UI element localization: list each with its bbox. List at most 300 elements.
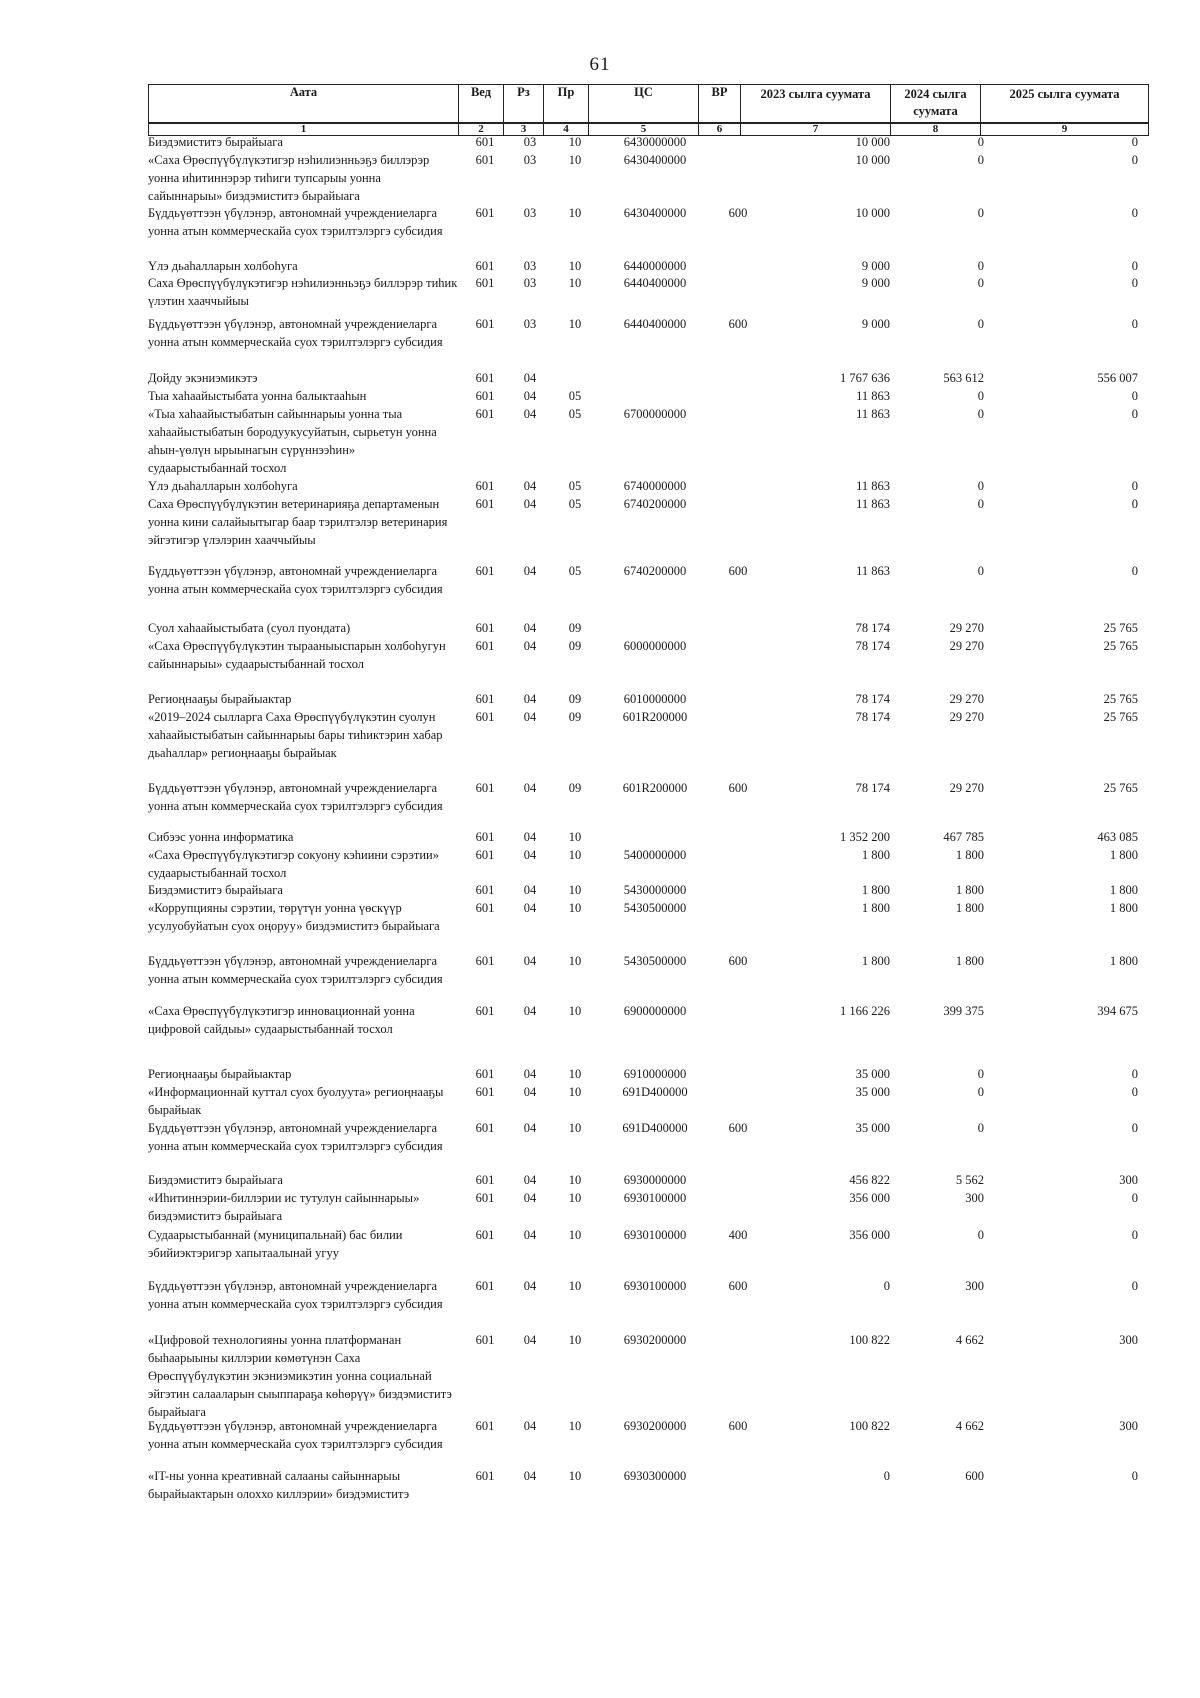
cell-pr: 10 [568,954,582,968]
cell-ved: 601 [475,497,495,511]
cell-year-2024: 0 [977,497,984,511]
cell-pr: 10 [568,1173,582,1187]
cell-cs: 6930200000 [623,1333,687,1347]
cell-vr: 600 [728,1419,748,1433]
cell-rz: 04 [523,564,537,578]
cell-cs: 6430400000 [623,153,687,167]
cell-pr: 05 [568,497,582,511]
cell-year-2024: 4 662 [955,1333,984,1347]
cell-pr: 10 [568,1419,582,1433]
cell-year-2023: 11 863 [856,407,890,421]
cell-year-2024: 1 800 [955,848,984,862]
cell-rz: 04 [523,1191,537,1205]
cell-name: Бүддьүөттээн үбүлэнэр, автономнай учреждениеларга уонна атын коммерческайа суох тэрилтэлэргэ субсидия [148,954,443,986]
cell-year-2025: 0 [1131,1228,1138,1242]
cell-cs: 5430000000 [623,883,687,897]
cell-year-2025: 1 800 [1109,848,1138,862]
cell-cs: 6440000000 [623,259,687,273]
cell-ved: 601 [475,901,495,915]
cell-pr: 10 [568,1469,582,1483]
cell-year-2025: 0 [1131,1085,1138,1099]
cell-rz: 04 [523,371,537,385]
cell-cs: 5430500000 [623,901,687,915]
cell-year-2023: 1 800 [861,954,890,968]
cell-name: Бүддьүөттээн үбүлэнэр, автономнай учреждениеларга уонна атын коммерческайа суох тэрилтэлэргэ субсидия [148,206,443,238]
cell-rz: 04 [523,781,537,795]
cell-pr: 10 [568,901,582,915]
cell-year-2024: 0 [977,206,984,220]
cell-rz: 04 [523,1121,537,1135]
cell-name: Дойду экэниэмикэтэ [148,371,258,385]
header-2024: 2024 сылга суумата [891,85,981,124]
cell-year-2024: 0 [977,389,984,403]
cell-name: «Коррупцияны сэрэтии, төрүтүн уонна үөскүүр усулуобуйатын суох оңоруу» биэдэмиститэ бырайыага [148,901,440,933]
cell-year-2025: 0 [1131,276,1138,290]
cell-cs: 601R200000 [622,781,688,795]
cell-cs: 5430500000 [623,954,687,968]
cell-year-2023: 9 000 [861,276,890,290]
cell-rz: 04 [523,1333,537,1347]
cell-name: Бүддьүөттээн үбүлэнэр, автономнай учреждениеларга уонна атын коммерческайа суох тэрилтэлэргэ субсидия [148,317,443,349]
cell-ved: 601 [475,1085,495,1099]
cell-year-2025: 556 007 [1097,371,1138,385]
cell-year-2023: 10 000 [855,135,890,149]
cell-name: «Информационнай куттал суох буолуута» региоңнааҕы бырайыак [148,1085,444,1117]
cell-vr: 600 [728,206,748,220]
cell-year-2024: 0 [977,479,984,493]
cell-pr: 10 [568,1191,582,1205]
cell-name: Бүддьүөттээн үбүлэнэр, автономнай учреждениеларга уонна атын коммерческайа суох тэрилтэлэргэ субсидия [148,1279,443,1311]
cell-pr: 10 [568,1085,582,1099]
cell-ved: 601 [475,153,495,167]
cell-cs: 6930100000 [623,1191,687,1205]
cell-year-2023: 1 166 226 [840,1004,890,1018]
cell-year-2025: 0 [1131,1067,1138,1081]
cell-year-2024: 0 [977,407,984,421]
cell-name: Сибээс уонна информатика [148,830,294,844]
cell-ved: 601 [475,259,495,273]
cell-rz: 04 [523,1085,537,1099]
cell-vr: 400 [728,1228,748,1242]
cell-rz: 03 [523,317,537,331]
cell-year-2024: 600 [965,1469,984,1483]
cell-name: Үлэ дьаһалларын холбоһуга [148,259,298,273]
cell-name: Судаарыстыбаннай (муниципальнай) бас билии эбийиэктэригэр хапытаалынай угуу [148,1228,403,1260]
cell-rz: 04 [523,1228,537,1242]
cell-year-2024: 0 [977,153,984,167]
cell-year-2023: 1 800 [861,883,890,897]
cell-year-2023: 1 352 200 [840,830,890,844]
cell-ved: 601 [475,781,495,795]
cell-cs: 6740200000 [623,497,687,511]
cell-vr: 600 [728,954,748,968]
cell-year-2024: 29 270 [949,781,984,795]
cell-name: Бүддьүөттээн үбүлэнэр, автономнай учреждениеларга уонна атын коммерческайа суох тэрилтэлэргэ субсидия [148,781,443,813]
cell-cs: 601R200000 [622,710,688,724]
cell-year-2024: 0 [977,259,984,273]
cell-year-2023: 78 174 [855,710,890,724]
table-row [148,315,1148,375]
cell-rz: 04 [523,1067,537,1081]
cell-year-2024: 29 270 [949,692,984,706]
table-row [148,1119,1148,1179]
cell-vr: 600 [728,1121,748,1135]
cell-pr: 10 [568,848,582,862]
cell-name: «IT-ны уонна креативнай салааны сайыннарыы бырайыактарын олоххо киллэрии» биэдэмиститэ [148,1469,410,1501]
cell-rz: 04 [523,883,537,897]
header-2025: 2025 сылга суумата [981,85,1149,124]
cell-name: Бүддьүөттээн үбүлэнэр, автономнай учреждениеларга уонна атын коммерческайа суох тэрилтэлэргэ субсидия [148,1121,443,1153]
cell-year-2025: 394 675 [1097,1004,1138,1018]
cell-year-2024: 1 800 [955,954,984,968]
cell-pr: 10 [568,1228,582,1242]
cell-name: Региоңнааҕы бырайыактар [148,692,292,706]
cell-name: Биэдэмиститэ бырайыага [148,135,283,149]
cell-rz: 03 [523,276,537,290]
cell-rz: 04 [523,479,537,493]
cell-year-2025: 0 [1131,1121,1138,1135]
cell-ved: 601 [475,564,495,578]
cell-year-2025: 25 765 [1103,639,1138,653]
cell-cs: 6430400000 [623,206,687,220]
cell-ved: 601 [475,883,495,897]
cell-year-2023: 356 000 [849,1191,890,1205]
table-row [148,405,1148,475]
header-vr: ВР [699,85,741,124]
cell-year-2024: 300 [965,1191,984,1205]
cell-ved: 601 [475,954,495,968]
cell-year-2023: 10 000 [855,206,890,220]
header-2023: 2023 сылга суумата [741,85,891,124]
cell-ved: 601 [475,1004,495,1018]
cell-rz: 04 [523,848,537,862]
cell-year-2024: 4 662 [955,1419,984,1433]
cell-name: «Саха Өрөспүүбүлүкэтин тырааныыспарын холбоһугун сайыннарыы» судаарыстыбаннай тосхол [148,639,446,671]
cell-year-2025: 0 [1131,317,1138,331]
cell-rz: 04 [523,497,537,511]
cell-cs: 6930000000 [623,1173,687,1187]
cell-cs: 6010000000 [623,692,687,706]
cell-vr: 600 [728,781,748,795]
colnum-1: 1 [149,123,459,136]
cell-ved: 601 [475,1173,495,1187]
header-rz: Рз [504,85,544,124]
colnum-7: 7 [741,123,891,136]
cell-year-2023: 456 822 [849,1173,890,1187]
cell-year-2024: 0 [977,317,984,331]
cell-vr: 600 [728,1279,748,1293]
cell-pr: 10 [568,317,582,331]
cell-cs: 6440400000 [623,317,687,331]
cell-year-2024: 5 562 [955,1173,984,1187]
cell-year-2023: 9 000 [861,317,890,331]
cell-pr: 10 [568,883,582,897]
colnum-6: 6 [699,123,741,136]
cell-rz: 04 [523,1173,537,1187]
cell-year-2025: 25 765 [1103,781,1138,795]
cell-ved: 601 [475,1067,495,1081]
cell-year-2024: 29 270 [949,621,984,635]
cell-pr: 10 [568,1121,582,1135]
cell-year-2025: 25 765 [1103,692,1138,706]
colnum-3: 3 [504,123,544,136]
cell-year-2023: 35 000 [855,1085,890,1099]
cell-rz: 04 [523,621,537,635]
cell-name: «Тыа хаһаайыстыбатын сайыннарыы уонна тыа хаһаайыстыбатын бородуукусуйатын, сырьетун уонна аһын-үөлүн ырыынагын сүрүннээһин» судаарыстыбаннай тосхол [148,407,437,475]
cell-ved: 601 [475,371,495,385]
cell-year-2025: 300 [1119,1333,1138,1347]
cell-ved: 601 [475,1279,495,1293]
cell-rz: 04 [523,954,537,968]
cell-ved: 601 [475,1469,495,1483]
table-row [148,637,1148,697]
cell-year-2023: 78 174 [855,781,890,795]
cell-year-2025: 0 [1131,389,1138,403]
cell-name: Үлэ дьаһалларын холбоһуга [148,479,298,493]
colnum-8: 8 [891,123,981,136]
cell-ved: 601 [475,276,495,290]
cell-year-2025: 0 [1131,259,1138,273]
cell-rz: 04 [523,692,537,706]
header-cs: ЦС [589,85,699,124]
cell-year-2025: 25 765 [1103,710,1138,724]
cell-cs: 6740200000 [623,564,687,578]
cell-year-2023: 1 800 [861,848,890,862]
cell-rz: 04 [523,407,537,421]
cell-year-2024: 1 800 [955,901,984,915]
cell-pr: 05 [568,389,582,403]
cell-rz: 03 [523,153,537,167]
cell-year-2023: 11 863 [856,497,890,511]
cell-year-2025: 463 085 [1097,830,1138,844]
cell-cs: 6700000000 [623,407,687,421]
table-row [148,562,1148,622]
table-row [148,1467,1148,1527]
cell-year-2025: 25 765 [1103,621,1138,635]
cell-pr: 10 [568,276,582,290]
cell-year-2025: 0 [1131,153,1138,167]
cell-year-2024: 0 [977,1121,984,1135]
table-row [148,1277,1148,1337]
cell-pr: 10 [568,1067,582,1081]
cell-cs: 691D400000 [622,1085,688,1099]
cell-name: «Иһитиннэрии-биллэрии ис тутулун сайыннарыы» биэдэмиститэ бырайыага [148,1191,420,1223]
cell-rz: 04 [523,1279,537,1293]
table-row [148,899,1148,959]
cell-year-2023: 0 [883,1279,890,1293]
colnum-9: 9 [981,123,1149,136]
cell-cs: 6930200000 [623,1419,687,1433]
cell-ved: 601 [475,639,495,653]
cell-ved: 601 [475,621,495,635]
cell-year-2025: 1 800 [1109,954,1138,968]
cell-pr: 10 [568,259,582,273]
cell-year-2023: 356 000 [849,1228,890,1242]
cell-vr: 600 [728,317,748,331]
cell-name: Суол хаһаайыстыбата (суол пуондата) [148,621,351,635]
cell-year-2023: 11 863 [856,389,890,403]
cell-year-2023: 9 000 [861,259,890,273]
cell-name: «Цифровой технологияны уонна платформанан быһаарыыны киллэрии көмөтүнэн Саха Өрөспүүбүлүкэтин экэниэмикэтин уонна социальнай эйгэтин салааларын сыыппараҕа көһөрүү» биэдэмиститэ бырайыага [148,1333,452,1419]
cell-pr: 09 [568,781,582,795]
header-pr: Пр [544,85,589,124]
table-row [148,151,1148,211]
cell-ved: 601 [475,1191,495,1205]
cell-rz: 04 [523,389,537,403]
cell-year-2025: 0 [1131,206,1138,220]
cell-year-2024: 563 612 [943,371,984,385]
cell-rz: 04 [523,1004,537,1018]
cell-year-2024: 0 [977,564,984,578]
cell-name: «Саха Өрөспүүбүлүкэтигэр нэһилиэнньэҕэ биллэрэр уонна иһитиннэрэр тиһиги тупсарыы уонна сайыннарыы» биэдэмиститэ бырайыага [148,153,430,203]
cell-pr: 09 [568,692,582,706]
cell-cs: 6910000000 [623,1067,687,1081]
cell-name: Биэдэмиститэ бырайыага [148,883,283,897]
cell-year-2025: 0 [1131,135,1138,149]
colnum-5: 5 [589,123,699,136]
cell-name: «Саха Өрөспүүбүлүкэтигэр инновационнай уонна цифровой сайдыы» судаарыстыбаннай тосхол [148,1004,415,1036]
cell-year-2024: 0 [977,135,984,149]
cell-cs: 6930100000 [623,1228,687,1242]
cell-ved: 601 [475,1228,495,1242]
cell-cs: 6740000000 [623,479,687,493]
cell-ved: 601 [475,407,495,421]
cell-rz: 04 [523,1469,537,1483]
colnum-4: 4 [544,123,589,136]
cell-pr: 05 [568,479,582,493]
cell-name: Региоңнааҕы бырайыактар [148,1067,292,1081]
cell-year-2024: 1 800 [955,883,984,897]
header-ved: Вед [459,85,504,124]
cell-pr: 10 [568,153,582,167]
cell-ved: 601 [475,389,495,403]
cell-year-2025: 1 800 [1109,901,1138,915]
cell-year-2025: 300 [1119,1419,1138,1433]
table-row [148,495,1148,555]
colnum-2: 2 [459,123,504,136]
cell-pr: 05 [568,407,582,421]
cell-rz: 04 [523,710,537,724]
table-row [148,1002,1148,1062]
cell-name: Саха Өрөспүүбүлүкэтин ветеринарияҕа департаменын уонна кини салайыытыгар баар тэрилтэлэр ветеринария эйгэтигэр үлэлэрин хааччыйыы [148,497,448,547]
cell-year-2025: 0 [1131,407,1138,421]
cell-year-2023: 78 174 [855,692,890,706]
cell-year-2024: 399 375 [943,1004,984,1018]
cell-year-2023: 11 863 [856,564,890,578]
cell-year-2023: 1 767 636 [840,371,890,385]
cell-year-2024: 0 [977,276,984,290]
cell-year-2024: 0 [977,1085,984,1099]
cell-year-2024: 0 [977,1067,984,1081]
cell-year-2023: 100 822 [849,1419,890,1433]
cell-year-2025: 0 [1131,1191,1138,1205]
cell-year-2023: 78 174 [855,639,890,653]
cell-year-2025: 0 [1131,497,1138,511]
cell-rz: 03 [523,135,537,149]
cell-year-2024: 467 785 [943,830,984,844]
cell-ved: 601 [475,135,495,149]
cell-pr: 10 [568,1004,582,1018]
cell-year-2023: 1 800 [861,901,890,915]
cell-ved: 601 [475,830,495,844]
cell-cs: 6430000000 [623,135,687,149]
cell-year-2023: 35 000 [855,1067,890,1081]
cell-year-2023: 35 000 [855,1121,890,1135]
cell-year-2023: 11 863 [856,479,890,493]
cell-cs: 5400000000 [623,848,687,862]
cell-name: Биэдэмиститэ бырайыага [148,1173,283,1187]
cell-cs: 6900000000 [623,1004,687,1018]
cell-year-2025: 300 [1119,1173,1138,1187]
cell-cs: 6000000000 [623,639,687,653]
cell-year-2025: 0 [1131,1279,1138,1293]
cell-ved: 601 [475,317,495,331]
cell-year-2025: 1 800 [1109,883,1138,897]
cell-pr: 10 [568,1279,582,1293]
cell-cs: 691D400000 [622,1121,688,1135]
cell-year-2025: 0 [1131,479,1138,493]
cell-pr: 10 [568,135,582,149]
cell-pr: 09 [568,710,582,724]
cell-pr: 10 [568,830,582,844]
table-row [148,1331,1148,1419]
cell-pr: 09 [568,621,582,635]
cell-ved: 601 [475,710,495,724]
cell-rz: 04 [523,830,537,844]
page-number: 61 [589,54,611,75]
cell-year-2023: 100 822 [849,1333,890,1347]
cell-name: Бүддьүөттээн үбүлэнэр, автономнай учреждениеларга уонна атын коммерческайа суох тэрилтэлэргэ субсидия [148,1419,443,1451]
cell-vr: 600 [728,564,748,578]
cell-ved: 601 [475,1333,495,1347]
table-row [148,708,1148,768]
cell-year-2024: 300 [965,1279,984,1293]
cell-cs: 6440400000 [623,276,687,290]
table-header [148,84,1149,136]
cell-ved: 601 [475,848,495,862]
cell-pr: 10 [568,1333,582,1347]
cell-name: Тыа хаһаайыстыбата уонна балыктааһын [148,389,367,403]
cell-cs: 6930100000 [623,1279,687,1293]
cell-ved: 601 [475,1121,495,1135]
cell-ved: 601 [475,479,495,493]
cell-year-2023: 10 000 [855,153,890,167]
cell-year-2024: 29 270 [949,639,984,653]
cell-ved: 601 [475,692,495,706]
cell-pr: 10 [568,206,582,220]
cell-rz: 04 [523,901,537,915]
cell-year-2024: 0 [977,1228,984,1242]
cell-year-2025: 0 [1131,564,1138,578]
cell-name: Бүддьүөттээн үбүлэнэр, автономнай учреждениеларга уонна атын коммерческайа суох тэрилтэлэргэ субсидия [148,564,443,596]
header-name: Аата [149,85,459,124]
cell-name: «2019–2024 сылларга Саха Өрөспүүбүлүкэтин суолун хаһаайыстыбатын сайыннарыы бары тиһиктэрин хабар дьаһаллар» региоңнааҕы бырайыак [148,710,443,760]
cell-ved: 601 [475,1419,495,1433]
cell-name: «Саха Өрөспүүбүлүкэтигэр сокуону кэһиини сэрэтии» судаарыстыбаннай тосхол [148,848,439,880]
cell-rz: 03 [523,259,537,273]
cell-ved: 601 [475,206,495,220]
cell-pr: 09 [568,639,582,653]
cell-year-2024: 29 270 [949,710,984,724]
cell-rz: 03 [523,206,537,220]
cell-year-2023: 78 174 [855,621,890,635]
cell-name: Саха Өрөспүүбүлүкэтигэр нэһилиэнньэҕэ биллэрэр тиһик үлэтин хааччыйыы [148,276,458,308]
cell-year-2023: 0 [883,1469,890,1483]
cell-pr: 05 [568,564,582,578]
cell-cs: 6930300000 [623,1469,687,1483]
table-row [148,204,1148,264]
cell-rz: 04 [523,639,537,653]
